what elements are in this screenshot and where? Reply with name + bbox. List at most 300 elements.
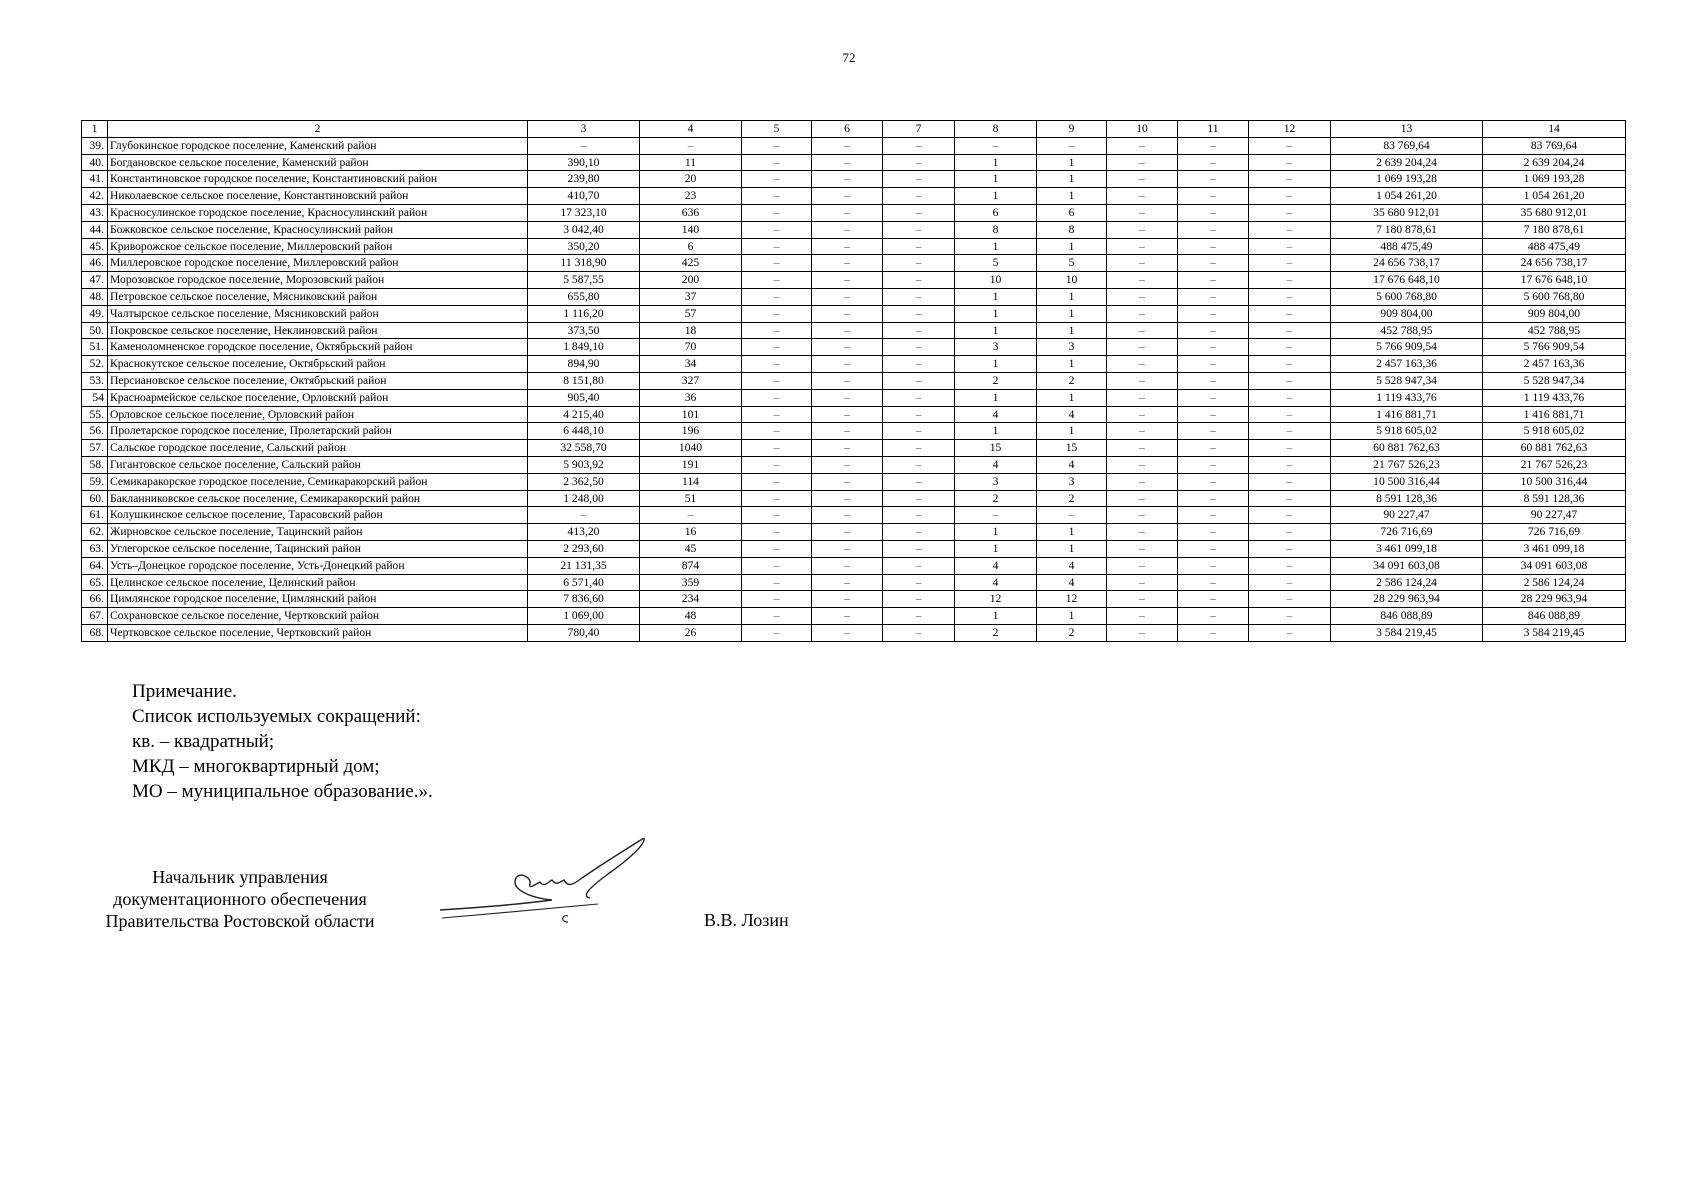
empty-value-cell: – — [1249, 305, 1331, 322]
empty-value-cell: – — [883, 322, 955, 339]
empty-value-cell: – — [742, 440, 812, 457]
value-cell: 327 — [640, 372, 742, 389]
value-cell: 1040 — [640, 440, 742, 457]
value-cell: 4 215,40 — [528, 406, 640, 423]
row-number-cell: 55. — [82, 406, 108, 423]
value-cell: 5 600 768,80 — [1331, 288, 1483, 305]
column-header: 7 — [883, 121, 955, 138]
value-cell: 726 716,69 — [1483, 524, 1626, 541]
empty-value-cell: – — [742, 608, 812, 625]
empty-value-cell: – — [812, 473, 883, 490]
empty-value-cell: – — [883, 288, 955, 305]
value-cell: 8 591 128,36 — [1483, 490, 1626, 507]
value-cell: 1 — [1037, 154, 1107, 171]
value-cell: 200 — [640, 272, 742, 289]
settlement-name-cell: Богдановское сельское поселение, Каменский район — [108, 154, 528, 171]
value-cell: 2 — [1037, 490, 1107, 507]
empty-value-cell: – — [1249, 389, 1331, 406]
value-cell: 6 571,40 — [528, 574, 640, 591]
empty-value-cell: – — [812, 188, 883, 205]
value-cell: 488 475,49 — [1483, 238, 1626, 255]
settlement-name-cell: Красноармейское сельское поселение, Орловский район — [108, 389, 528, 406]
empty-value-cell: – — [1249, 557, 1331, 574]
table-row — [82, 440, 1626, 457]
settlement-name-cell: Петровское сельское поселение, Мясниковский район — [108, 288, 528, 305]
empty-value-cell: – — [1107, 137, 1178, 154]
empty-value-cell: – — [1037, 137, 1107, 154]
value-cell: 24 656 738,17 — [1331, 255, 1483, 272]
empty-value-cell: – — [742, 524, 812, 541]
value-cell: 1 — [955, 524, 1037, 541]
empty-value-cell: – — [1249, 372, 1331, 389]
column-header: 13 — [1331, 121, 1483, 138]
settlement-name-cell: Персиановское сельское поселение, Октябрьский район — [108, 372, 528, 389]
empty-value-cell: – — [1178, 507, 1249, 524]
row-number-cell: 57. — [82, 440, 108, 457]
table-row — [82, 154, 1626, 171]
value-cell: 1 416 881,71 — [1483, 406, 1626, 423]
empty-value-cell: – — [1178, 389, 1249, 406]
value-cell: 8 — [955, 221, 1037, 238]
empty-value-cell: – — [1249, 339, 1331, 356]
value-cell: 3 584 219,45 — [1331, 624, 1483, 641]
empty-value-cell: – — [1178, 456, 1249, 473]
empty-value-cell: – — [1249, 591, 1331, 608]
settlement-name-cell: Покровское сельское поселение, Неклиновский район — [108, 322, 528, 339]
empty-value-cell: – — [883, 305, 955, 322]
empty-value-cell: – — [1178, 440, 1249, 457]
table-row — [82, 591, 1626, 608]
empty-value-cell: – — [1178, 188, 1249, 205]
empty-value-cell: – — [883, 490, 955, 507]
empty-value-cell: – — [812, 171, 883, 188]
value-cell: 4 — [955, 406, 1037, 423]
value-cell: 1 — [955, 423, 1037, 440]
value-cell: 5 528 947,34 — [1483, 372, 1626, 389]
empty-value-cell: – — [1249, 608, 1331, 625]
value-cell: 1 116,20 — [528, 305, 640, 322]
value-cell: 909 804,00 — [1483, 305, 1626, 322]
empty-value-cell: – — [1178, 473, 1249, 490]
row-number-cell: 39. — [82, 137, 108, 154]
notes-block — [132, 679, 433, 804]
empty-value-cell: – — [883, 221, 955, 238]
row-number-cell: 44. — [82, 221, 108, 238]
empty-value-cell: – — [1107, 356, 1178, 373]
empty-value-cell: – — [1249, 440, 1331, 457]
table-row — [82, 456, 1626, 473]
value-cell: 16 — [640, 524, 742, 541]
value-cell: 2 — [1037, 372, 1107, 389]
empty-value-cell: – — [1178, 288, 1249, 305]
settlement-name-cell: Каменоломненское городское поселение, Октябрьский район — [108, 339, 528, 356]
value-cell: 1 069,00 — [528, 608, 640, 625]
empty-value-cell: – — [1107, 339, 1178, 356]
table-row — [82, 524, 1626, 541]
empty-value-cell: – — [1178, 490, 1249, 507]
empty-value-cell: – — [742, 574, 812, 591]
value-cell: 452 788,95 — [1331, 322, 1483, 339]
empty-value-cell: – — [883, 154, 955, 171]
value-cell: 909 804,00 — [1331, 305, 1483, 322]
row-number-cell: 59. — [82, 473, 108, 490]
table-row — [82, 322, 1626, 339]
empty-value-cell: – — [1107, 440, 1178, 457]
page-number: 72 — [842, 50, 856, 65]
empty-value-cell: – — [812, 154, 883, 171]
empty-value-cell: – — [883, 624, 955, 641]
empty-value-cell: – — [1107, 490, 1178, 507]
empty-value-cell: – — [1178, 608, 1249, 625]
value-cell: 35 680 912,01 — [1331, 204, 1483, 221]
value-cell: 1 — [955, 322, 1037, 339]
settlement-name-cell: Целинское сельское поселение, Целинский район — [108, 574, 528, 591]
empty-value-cell: – — [812, 305, 883, 322]
empty-value-cell: – — [812, 238, 883, 255]
settlement-name-cell: Гигантовское сельское поселение, Сальский район — [108, 456, 528, 473]
settlement-name-cell: Жирновское сельское поселение, Тацинский район — [108, 524, 528, 541]
empty-value-cell: – — [812, 389, 883, 406]
value-cell: 60 881 762,63 — [1483, 440, 1626, 457]
empty-value-cell: – — [1107, 423, 1178, 440]
empty-value-cell: – — [1249, 456, 1331, 473]
value-cell: 11 — [640, 154, 742, 171]
empty-value-cell: – — [1178, 557, 1249, 574]
empty-value-cell: – — [742, 188, 812, 205]
value-cell: 4 — [955, 456, 1037, 473]
empty-value-cell: – — [1107, 305, 1178, 322]
row-number-cell: 53. — [82, 372, 108, 389]
value-cell: 1 119 433,76 — [1331, 389, 1483, 406]
empty-value-cell: – — [812, 356, 883, 373]
value-cell: 3 461 099,18 — [1483, 540, 1626, 557]
empty-value-cell: – — [1107, 473, 1178, 490]
value-cell: 6 — [1037, 204, 1107, 221]
row-number-cell: 63. — [82, 540, 108, 557]
empty-value-cell: – — [812, 624, 883, 641]
value-cell: 1 — [1037, 305, 1107, 322]
value-cell: 452 788,95 — [1483, 322, 1626, 339]
settlement-name-cell: Божковское сельское поселение, Красносулинский район — [108, 221, 528, 238]
empty-value-cell: – — [1178, 574, 1249, 591]
empty-value-cell: – — [1249, 171, 1331, 188]
value-cell: 7 180 878,61 — [1331, 221, 1483, 238]
value-cell: 37 — [640, 288, 742, 305]
empty-value-cell: – — [1107, 372, 1178, 389]
value-cell: 1 — [1037, 423, 1107, 440]
table-body — [82, 137, 1626, 641]
value-cell: 3 — [1037, 339, 1107, 356]
empty-value-cell: – — [1107, 171, 1178, 188]
empty-value-cell: – — [812, 574, 883, 591]
value-cell: 12 — [955, 591, 1037, 608]
value-cell: 1 416 881,71 — [1331, 406, 1483, 423]
row-number-cell: 47. — [82, 272, 108, 289]
empty-value-cell: – — [883, 540, 955, 557]
empty-value-cell: – — [1107, 608, 1178, 625]
value-cell: 70 — [640, 339, 742, 356]
note-heading: Примечание. — [132, 681, 237, 702]
empty-value-cell: – — [883, 389, 955, 406]
empty-value-cell: – — [1107, 204, 1178, 221]
settlement-name-cell: Бакланниковское сельское поселение, Семикаракорский район — [108, 490, 528, 507]
settlement-name-cell: Углегорское сельское поселение, Тацинский район — [108, 540, 528, 557]
empty-value-cell: – — [1107, 288, 1178, 305]
column-header: 8 — [955, 121, 1037, 138]
value-cell: 36 — [640, 389, 742, 406]
settlement-name-cell: Чертковское сельское поселение, Чертковский район — [108, 624, 528, 641]
empty-value-cell: – — [812, 339, 883, 356]
value-cell: 1 849,10 — [528, 339, 640, 356]
value-cell: 1 — [955, 389, 1037, 406]
empty-value-cell: – — [812, 456, 883, 473]
empty-value-cell: – — [883, 188, 955, 205]
empty-value-cell: – — [812, 490, 883, 507]
value-cell: 2 — [955, 372, 1037, 389]
value-cell: 21 767 526,23 — [1483, 456, 1626, 473]
settlement-name-cell: Краснокутское сельское поселение, Октябрьский район — [108, 356, 528, 373]
empty-value-cell: – — [883, 574, 955, 591]
empty-value-cell: – — [1107, 624, 1178, 641]
value-cell: 17 676 648,10 — [1331, 272, 1483, 289]
empty-value-cell: – — [742, 540, 812, 557]
settlement-name-cell: Колушкинское сельское поселение, Тарасовский район — [108, 507, 528, 524]
value-cell: 3 — [1037, 473, 1107, 490]
value-cell: 636 — [640, 204, 742, 221]
handwritten-signature — [432, 838, 672, 948]
empty-value-cell: – — [1178, 238, 1249, 255]
value-cell: 21 131,35 — [528, 557, 640, 574]
value-cell: 2 586 124,24 — [1331, 574, 1483, 591]
empty-value-cell: – — [528, 507, 640, 524]
empty-value-cell: – — [1249, 540, 1331, 557]
empty-value-cell: – — [1178, 137, 1249, 154]
value-cell: 3 461 099,18 — [1331, 540, 1483, 557]
value-cell: 83 769,64 — [1331, 137, 1483, 154]
value-cell: 21 767 526,23 — [1331, 456, 1483, 473]
empty-value-cell: – — [1249, 272, 1331, 289]
table-row — [82, 137, 1626, 154]
empty-value-cell: – — [640, 137, 742, 154]
empty-value-cell: – — [1107, 322, 1178, 339]
value-cell: 239,80 — [528, 171, 640, 188]
empty-value-cell: – — [812, 322, 883, 339]
value-cell: 2 639 204,24 — [1483, 154, 1626, 171]
value-cell: 5 — [1037, 255, 1107, 272]
row-number-cell: 65. — [82, 574, 108, 591]
empty-value-cell: – — [883, 406, 955, 423]
empty-value-cell: – — [742, 322, 812, 339]
empty-value-cell: – — [742, 221, 812, 238]
value-cell: 51 — [640, 490, 742, 507]
table-row — [82, 171, 1626, 188]
value-cell: 34 091 603,08 — [1483, 557, 1626, 574]
empty-value-cell: – — [1107, 272, 1178, 289]
value-cell: 1 — [1037, 188, 1107, 205]
value-cell: 3 — [955, 473, 1037, 490]
empty-value-cell: – — [1107, 389, 1178, 406]
value-cell: 83 769,64 — [1483, 137, 1626, 154]
empty-value-cell: – — [883, 356, 955, 373]
value-cell: 28 229 963,94 — [1483, 591, 1626, 608]
value-cell: 8 591 128,36 — [1331, 490, 1483, 507]
row-number-cell: 67. — [82, 608, 108, 625]
value-cell: 5 766 909,54 — [1331, 339, 1483, 356]
row-number-cell: 50. — [82, 322, 108, 339]
note-line: МО – муниципальное образование.». — [132, 781, 433, 802]
empty-value-cell: – — [812, 406, 883, 423]
empty-value-cell: – — [812, 507, 883, 524]
value-cell: 2 362,50 — [528, 473, 640, 490]
empty-value-cell: – — [742, 423, 812, 440]
table-row — [82, 221, 1626, 238]
settlement-name-cell: Сальское городское поселение, Сальский район — [108, 440, 528, 457]
row-number-cell: 40. — [82, 154, 108, 171]
empty-value-cell: – — [1249, 624, 1331, 641]
row-number-cell: 49. — [82, 305, 108, 322]
value-cell: 10 — [955, 272, 1037, 289]
empty-value-cell: – — [1178, 406, 1249, 423]
empty-value-cell: – — [742, 272, 812, 289]
value-cell: 350,20 — [528, 238, 640, 255]
empty-value-cell: – — [1178, 204, 1249, 221]
settlement-name-cell: Пролетарское городское поселение, Пролетарский район — [108, 423, 528, 440]
value-cell: 3 — [955, 339, 1037, 356]
row-number-cell: 43. — [82, 204, 108, 221]
column-header: 1 — [82, 121, 108, 138]
signatory-title-line: Начальник управления — [152, 867, 328, 887]
empty-value-cell: – — [1178, 272, 1249, 289]
column-header: 5 — [742, 121, 812, 138]
value-cell: 90 227,47 — [1483, 507, 1626, 524]
empty-value-cell: – — [1249, 574, 1331, 591]
empty-value-cell: – — [883, 440, 955, 457]
empty-value-cell: – — [742, 255, 812, 272]
value-cell: 3 042,40 — [528, 221, 640, 238]
table-row — [82, 272, 1626, 289]
table-row — [82, 288, 1626, 305]
empty-value-cell: – — [1178, 322, 1249, 339]
empty-value-cell: – — [812, 137, 883, 154]
value-cell: 2 586 124,24 — [1483, 574, 1626, 591]
empty-value-cell: – — [1249, 188, 1331, 205]
empty-value-cell: – — [1107, 188, 1178, 205]
empty-value-cell: – — [742, 456, 812, 473]
empty-value-cell: – — [1178, 305, 1249, 322]
row-number-cell: 51. — [82, 339, 108, 356]
note-line: Список используемых сокращений: — [132, 706, 421, 727]
row-number-cell: 62. — [82, 524, 108, 541]
value-cell: 874 — [640, 557, 742, 574]
empty-value-cell: – — [955, 137, 1037, 154]
value-cell: 2 — [955, 490, 1037, 507]
column-header: 2 — [108, 121, 528, 138]
empty-value-cell: – — [1107, 574, 1178, 591]
value-cell: 1 069 193,28 — [1331, 171, 1483, 188]
value-cell: 15 — [1037, 440, 1107, 457]
empty-value-cell: – — [1107, 238, 1178, 255]
empty-value-cell: – — [1249, 288, 1331, 305]
empty-value-cell: – — [812, 204, 883, 221]
value-cell: 10 — [1037, 272, 1107, 289]
value-cell: 11 318,90 — [528, 255, 640, 272]
value-cell: 1 — [955, 171, 1037, 188]
empty-value-cell: – — [742, 372, 812, 389]
value-cell: 2 639 204,24 — [1331, 154, 1483, 171]
empty-value-cell: – — [812, 255, 883, 272]
empty-value-cell: – — [812, 440, 883, 457]
value-cell: 234 — [640, 591, 742, 608]
table-row — [82, 389, 1626, 406]
signatory-title-line: документационного обеспечения — [113, 889, 367, 909]
value-cell: 1 248,00 — [528, 490, 640, 507]
value-cell: 1 — [1037, 608, 1107, 625]
value-cell: 24 656 738,17 — [1483, 255, 1626, 272]
settlement-name-cell: Семикаракорское городское поселение, Семикаракорский район — [108, 473, 528, 490]
column-header: 9 — [1037, 121, 1107, 138]
value-cell: 905,40 — [528, 389, 640, 406]
empty-value-cell: – — [742, 171, 812, 188]
value-cell: 5 903,92 — [528, 456, 640, 473]
value-cell: 10 500 316,44 — [1483, 473, 1626, 490]
value-cell: 6 — [640, 238, 742, 255]
table-row — [82, 188, 1626, 205]
empty-value-cell: – — [1249, 524, 1331, 541]
empty-value-cell: – — [883, 137, 955, 154]
value-cell: 23 — [640, 188, 742, 205]
empty-value-cell: – — [883, 524, 955, 541]
empty-value-cell: – — [1178, 372, 1249, 389]
value-cell: 894,90 — [528, 356, 640, 373]
empty-value-cell: – — [742, 238, 812, 255]
empty-value-cell: – — [812, 608, 883, 625]
settlement-name-cell: Криворожское сельское поселение, Миллеровский район — [108, 238, 528, 255]
empty-value-cell: – — [1249, 406, 1331, 423]
empty-value-cell: – — [1178, 540, 1249, 557]
table-header-row — [82, 121, 1626, 138]
row-number-cell: 56. — [82, 423, 108, 440]
empty-value-cell: – — [1178, 154, 1249, 171]
empty-value-cell: – — [1107, 507, 1178, 524]
value-cell: 8 151,80 — [528, 372, 640, 389]
settlement-name-cell: Морозовское городское поселение, Морозовский район — [108, 272, 528, 289]
data-table — [81, 120, 1626, 642]
settlement-name-cell: Сохрановское сельское поселение, Чертковский район — [108, 608, 528, 625]
settlement-name-cell: Цимлянское городское поселение, Цимлянский район — [108, 591, 528, 608]
empty-value-cell: – — [1249, 356, 1331, 373]
table-row — [82, 406, 1626, 423]
value-cell: 655,80 — [528, 288, 640, 305]
value-cell: 780,40 — [528, 624, 640, 641]
empty-value-cell: – — [1178, 624, 1249, 641]
value-cell: 5 — [955, 255, 1037, 272]
value-cell: 5 918 605,02 — [1331, 423, 1483, 440]
signature-block — [0, 866, 1698, 946]
value-cell: 2 — [955, 624, 1037, 641]
value-cell: 1 — [955, 356, 1037, 373]
empty-value-cell: – — [883, 171, 955, 188]
empty-value-cell: – — [1178, 339, 1249, 356]
table-row — [82, 423, 1626, 440]
value-cell: 1 — [1037, 322, 1107, 339]
empty-value-cell: – — [1178, 356, 1249, 373]
empty-value-cell: – — [812, 272, 883, 289]
note-line: МКД – многоквартирный дом; — [132, 756, 380, 777]
value-cell: 1 — [955, 238, 1037, 255]
value-cell: 5 766 909,54 — [1483, 339, 1626, 356]
settlement-name-cell: Чалтырское сельское поселение, Мясниковский район — [108, 305, 528, 322]
column-header: 10 — [1107, 121, 1178, 138]
